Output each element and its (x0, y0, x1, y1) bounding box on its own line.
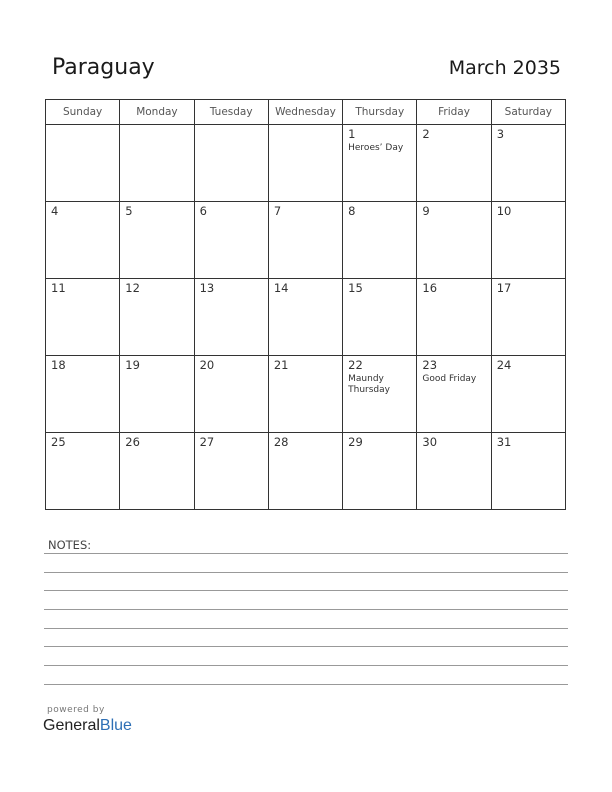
day-cell (417, 279, 491, 356)
week-row (46, 279, 566, 356)
day-cell (343, 433, 417, 510)
logo-blue-text: Blue (99, 717, 132, 734)
holiday-label: Maundy Thursday (348, 374, 390, 395)
day-number: 9 (422, 204, 430, 218)
weekday-header: Tuesday (194, 100, 268, 125)
empty-day-cell (194, 125, 268, 202)
day-cell (491, 125, 565, 202)
day-number: 12 (125, 281, 140, 295)
weekday-header: Sunday (46, 100, 120, 125)
day-cell (491, 279, 565, 356)
notes-label: NOTES: (48, 538, 92, 552)
day-cell (417, 356, 491, 433)
day-number: 16 (422, 281, 438, 295)
day-number: 3 (496, 127, 505, 141)
weekday-header-row (46, 100, 566, 125)
day-cell (343, 356, 417, 433)
day-cell (491, 202, 565, 279)
note-line (44, 609, 568, 610)
empty-day-cell (268, 125, 342, 202)
day-cell (120, 202, 194, 279)
day-cell (120, 433, 194, 510)
day-number: 10 (496, 204, 512, 218)
note-line (44, 684, 568, 685)
note-line (44, 572, 568, 573)
day-number: 23 (422, 358, 438, 372)
note-line (44, 553, 568, 554)
day-number: 2 (422, 127, 430, 141)
calendar-body (46, 125, 566, 510)
calendar-grid (45, 99, 566, 510)
day-number: 1 (348, 127, 356, 141)
holiday-label: Good Friday (422, 374, 477, 384)
day-cell (46, 202, 120, 279)
day-number: 6 (199, 204, 207, 218)
holiday-label: Heroes’ Day (348, 143, 404, 153)
day-number: 13 (199, 281, 215, 295)
week-row (46, 433, 566, 510)
week-row (46, 125, 566, 202)
day-cell (194, 433, 268, 510)
day-number: 11 (51, 281, 66, 295)
day-cell (120, 279, 194, 356)
day-cell (417, 125, 491, 202)
day-cell (491, 356, 565, 433)
day-number: 21 (273, 358, 289, 372)
day-number: 17 (496, 281, 512, 295)
day-cell (194, 356, 268, 433)
day-cell (268, 279, 342, 356)
note-line (44, 590, 568, 591)
weekday-header: Thursday (343, 100, 417, 125)
day-number: 8 (348, 204, 356, 218)
note-line (44, 646, 568, 647)
day-cell (343, 279, 417, 356)
day-cell (268, 356, 342, 433)
day-cell (120, 356, 194, 433)
weekday-header: Friday (417, 100, 491, 125)
note-line (44, 628, 568, 629)
day-number: 20 (199, 358, 215, 372)
day-cell (46, 433, 120, 510)
powered-by-text: powered by (47, 705, 105, 715)
day-number: 27 (199, 435, 215, 449)
day-number: 25 (51, 435, 66, 449)
day-cell (194, 279, 268, 356)
day-number: 15 (348, 281, 363, 295)
weekday-header: Monday (120, 100, 194, 125)
empty-day-cell (120, 125, 194, 202)
day-cell (194, 202, 268, 279)
empty-day-cell (46, 125, 120, 202)
day-cell (46, 279, 120, 356)
weekday-header: Saturday (491, 100, 565, 125)
day-number: 14 (273, 281, 289, 295)
day-number: 7 (273, 204, 282, 218)
country-title: Paraguay (52, 55, 155, 80)
day-cell (343, 202, 417, 279)
month-title: March 2035 (448, 57, 561, 79)
week-row (46, 202, 566, 279)
day-cell (417, 202, 491, 279)
week-row (46, 356, 566, 433)
day-number: 28 (273, 435, 289, 449)
day-number: 29 (348, 435, 363, 449)
day-number: 31 (496, 435, 512, 449)
day-number: 24 (496, 358, 512, 372)
day-number: 18 (51, 358, 66, 372)
day-number: 30 (422, 435, 438, 449)
day-cell (268, 202, 342, 279)
day-number: 26 (125, 435, 140, 449)
day-number: 5 (125, 204, 133, 218)
generalblue-logo (43, 717, 132, 735)
weekday-header: Wednesday (268, 100, 342, 125)
note-line (44, 665, 568, 666)
day-number: 4 (51, 204, 59, 218)
day-number: 19 (125, 358, 140, 372)
day-cell (268, 433, 342, 510)
logo-general-text: General (43, 717, 100, 734)
day-cell (46, 356, 120, 433)
day-cell (491, 433, 565, 510)
day-cell (343, 125, 417, 202)
day-number: 22 (348, 358, 363, 372)
day-cell (417, 433, 491, 510)
